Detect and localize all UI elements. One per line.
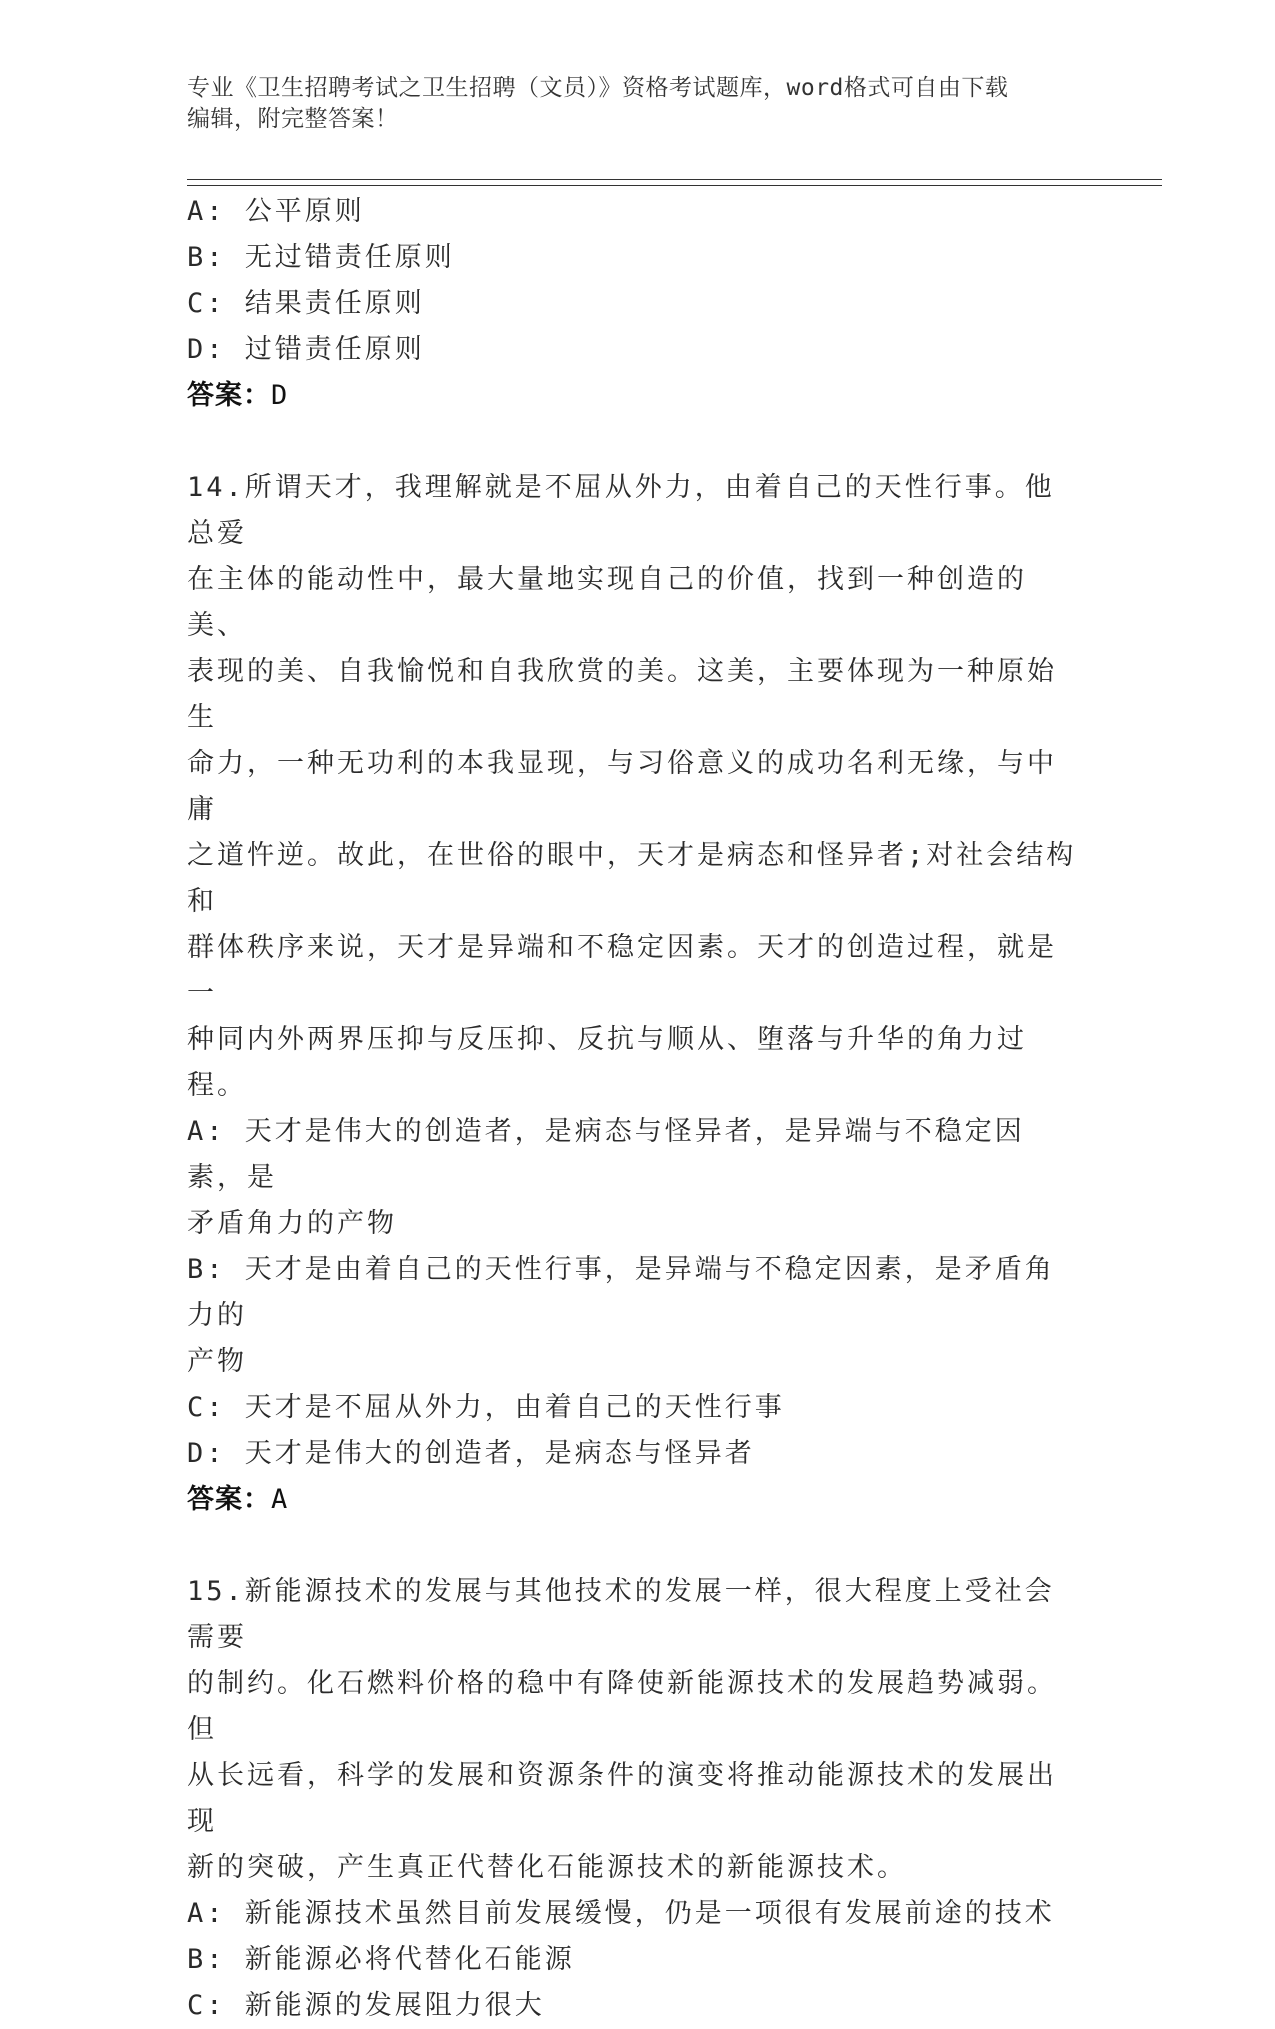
answer-label: 答案：: [187, 380, 271, 411]
document-header: [187, 73, 1077, 135]
option-c: C: 新能源的发展阻力很大: [187, 1990, 545, 2021]
option-b-continued: 产物: [187, 1346, 247, 1377]
option-d: D: 过错责任原则: [187, 334, 425, 365]
option-a-continued: 矛盾角力的产物: [187, 1208, 397, 1239]
spacer: [187, 419, 1077, 465]
question-stem-line: 15.新能源技术的发展与其他技术的发展一样，很大程度上受社会需要: [187, 1576, 1055, 1653]
question-13: [187, 189, 1077, 419]
question-stem-line: 表现的美、自我愉悦和自我欣赏的美。这美，主要体现为一种原始生: [187, 656, 1057, 733]
spacer: [187, 1523, 1077, 1569]
option-a: A: 天才是伟大的创造者，是病态与怪异者，是异端与不稳定因素，是: [187, 1116, 1025, 1193]
document-body: [187, 189, 1077, 2029]
question-stem-line: 种同内外两界压抑与反压抑、反抗与顺从、堕落与升华的角力过程。: [187, 1024, 1027, 1101]
option-a: A: 新能源技术虽然目前发展缓慢，仍是一项很有发展前途的技术: [187, 1898, 1055, 1929]
question-stem-line: 在主体的能动性中，最大量地实现自己的价值，找到一种创造的美、: [187, 564, 1027, 641]
header-line-2: 编辑，附完整答案！: [187, 106, 399, 132]
question-stem-line: 新的突破，产生真正代替化石能源技术的新能源技术。: [187, 1852, 907, 1883]
option-d: D: 天才是伟大的创造者，是病态与怪异者: [187, 1438, 755, 1469]
question-stem-line: 14.所谓天才，我理解就是不屈从外力，由着自己的天性行事。他总爱: [187, 472, 1055, 549]
header-rule-top: [187, 179, 1162, 180]
question-14: [187, 465, 1077, 1523]
header-line-1: 专业《卫生招聘考试之卫生招聘（文员）》资格考试题库，word格式可自由下载: [187, 75, 1009, 101]
question-15: [187, 1569, 1077, 2029]
answer-label: 答案：: [187, 1484, 271, 1515]
option-b: B: 天才是由着自己的天性行事，是异端与不稳定因素，是矛盾角力的: [187, 1254, 1055, 1331]
question-stem-line: 群体秩序来说，天才是异端和不稳定因素。天才的创造过程，就是一: [187, 932, 1057, 1009]
question-stem-line: 命力，一种无功利的本我显现，与习俗意义的成功名利无缘，与中庸: [187, 748, 1057, 825]
option-c: C: 天才是不屈从外力，由着自己的天性行事: [187, 1392, 785, 1423]
option-c: C: 结果责任原则: [187, 288, 425, 319]
answer-value: A: [271, 1484, 289, 1515]
question-stem-line: 之道忤逆。故此，在世俗的眼中，天才是病态和怪异者;对社会结构和: [187, 840, 1077, 917]
answer-value: D: [271, 380, 289, 411]
option-a: A: 公平原则: [187, 196, 365, 227]
option-b: B: 新能源必将代替化石能源: [187, 1944, 575, 1975]
option-b: B: 无过错责任原则: [187, 242, 455, 273]
question-stem-line: 从长远看，科学的发展和资源条件的演变将推动能源技术的发展出现: [187, 1760, 1057, 1837]
answer-line: [187, 1477, 1077, 1523]
answer-line: [187, 373, 1077, 419]
header-rule-bottom: [187, 185, 1162, 186]
question-stem-line: 的制约。化石燃料价格的稳中有降使新能源技术的发展趋势减弱。但: [187, 1668, 1057, 1745]
